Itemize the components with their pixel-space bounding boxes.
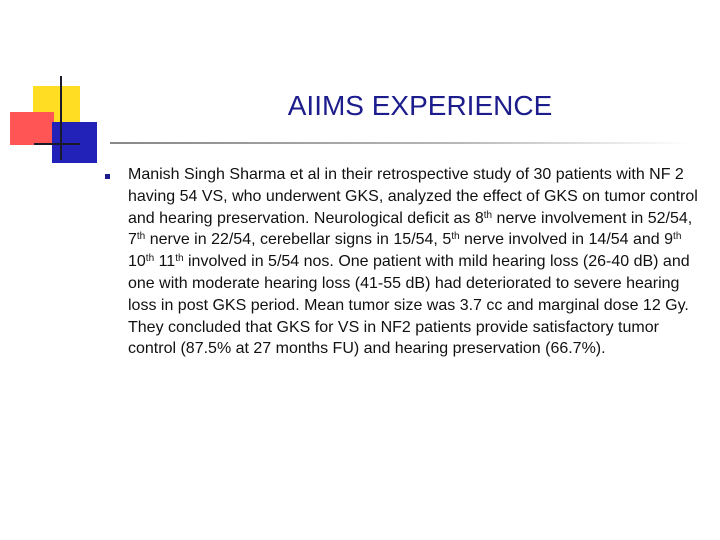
ordinal-superscript: th [136, 231, 146, 243]
decor-red-square [10, 112, 54, 145]
bullet-square-icon [105, 174, 110, 179]
text-segment: nerve involvement in 52/54, 7 [128, 209, 693, 249]
ordinal-superscript: th [483, 209, 493, 221]
text-segment: 11 [154, 253, 176, 271]
ordinal-superscript: th [673, 231, 682, 243]
title-divider [110, 142, 690, 144]
ordinal-superscript: th [451, 231, 460, 243]
ordinal-superscript: th [175, 253, 184, 265]
ordinal-superscript: th [145, 253, 155, 265]
bullet-text [128, 164, 703, 360]
text-segment: nerve involved in 14/54 and 9 [459, 231, 674, 249]
slide-title: AIIMS EXPERIENCE [287, 90, 553, 121]
decor-vertical-line [60, 76, 62, 160]
text-segment: nerve in 22/54, cerebellar signs in 15/54, 5 [145, 231, 452, 249]
text-segment: Manish Singh Sharma et al in their retrospective study of 30 patients with NF 2 having 54 VS, who underwent GKS, analyzed the effect of GKS on tumor control and hearing preservation. Neurological deficit as 8 [128, 166, 698, 227]
text-segment: 10 [128, 253, 146, 271]
decor-horizontal-line [34, 143, 80, 145]
text-segment: involved in 5/54 nos. One patient with mild hearing loss (26-40 dB) and one with moderate hearing loss (41-55 dB) had deteriorated to severe hearing loss in post GKS period. Mean tumor size was 3.7 cc and marginal dose 12 Gy. They concluded that GKS for VS in NF2 patients provide satisfactory tumor control (87.5% at 27 months FU) and hearing preservation (66.7%). [128, 253, 690, 358]
